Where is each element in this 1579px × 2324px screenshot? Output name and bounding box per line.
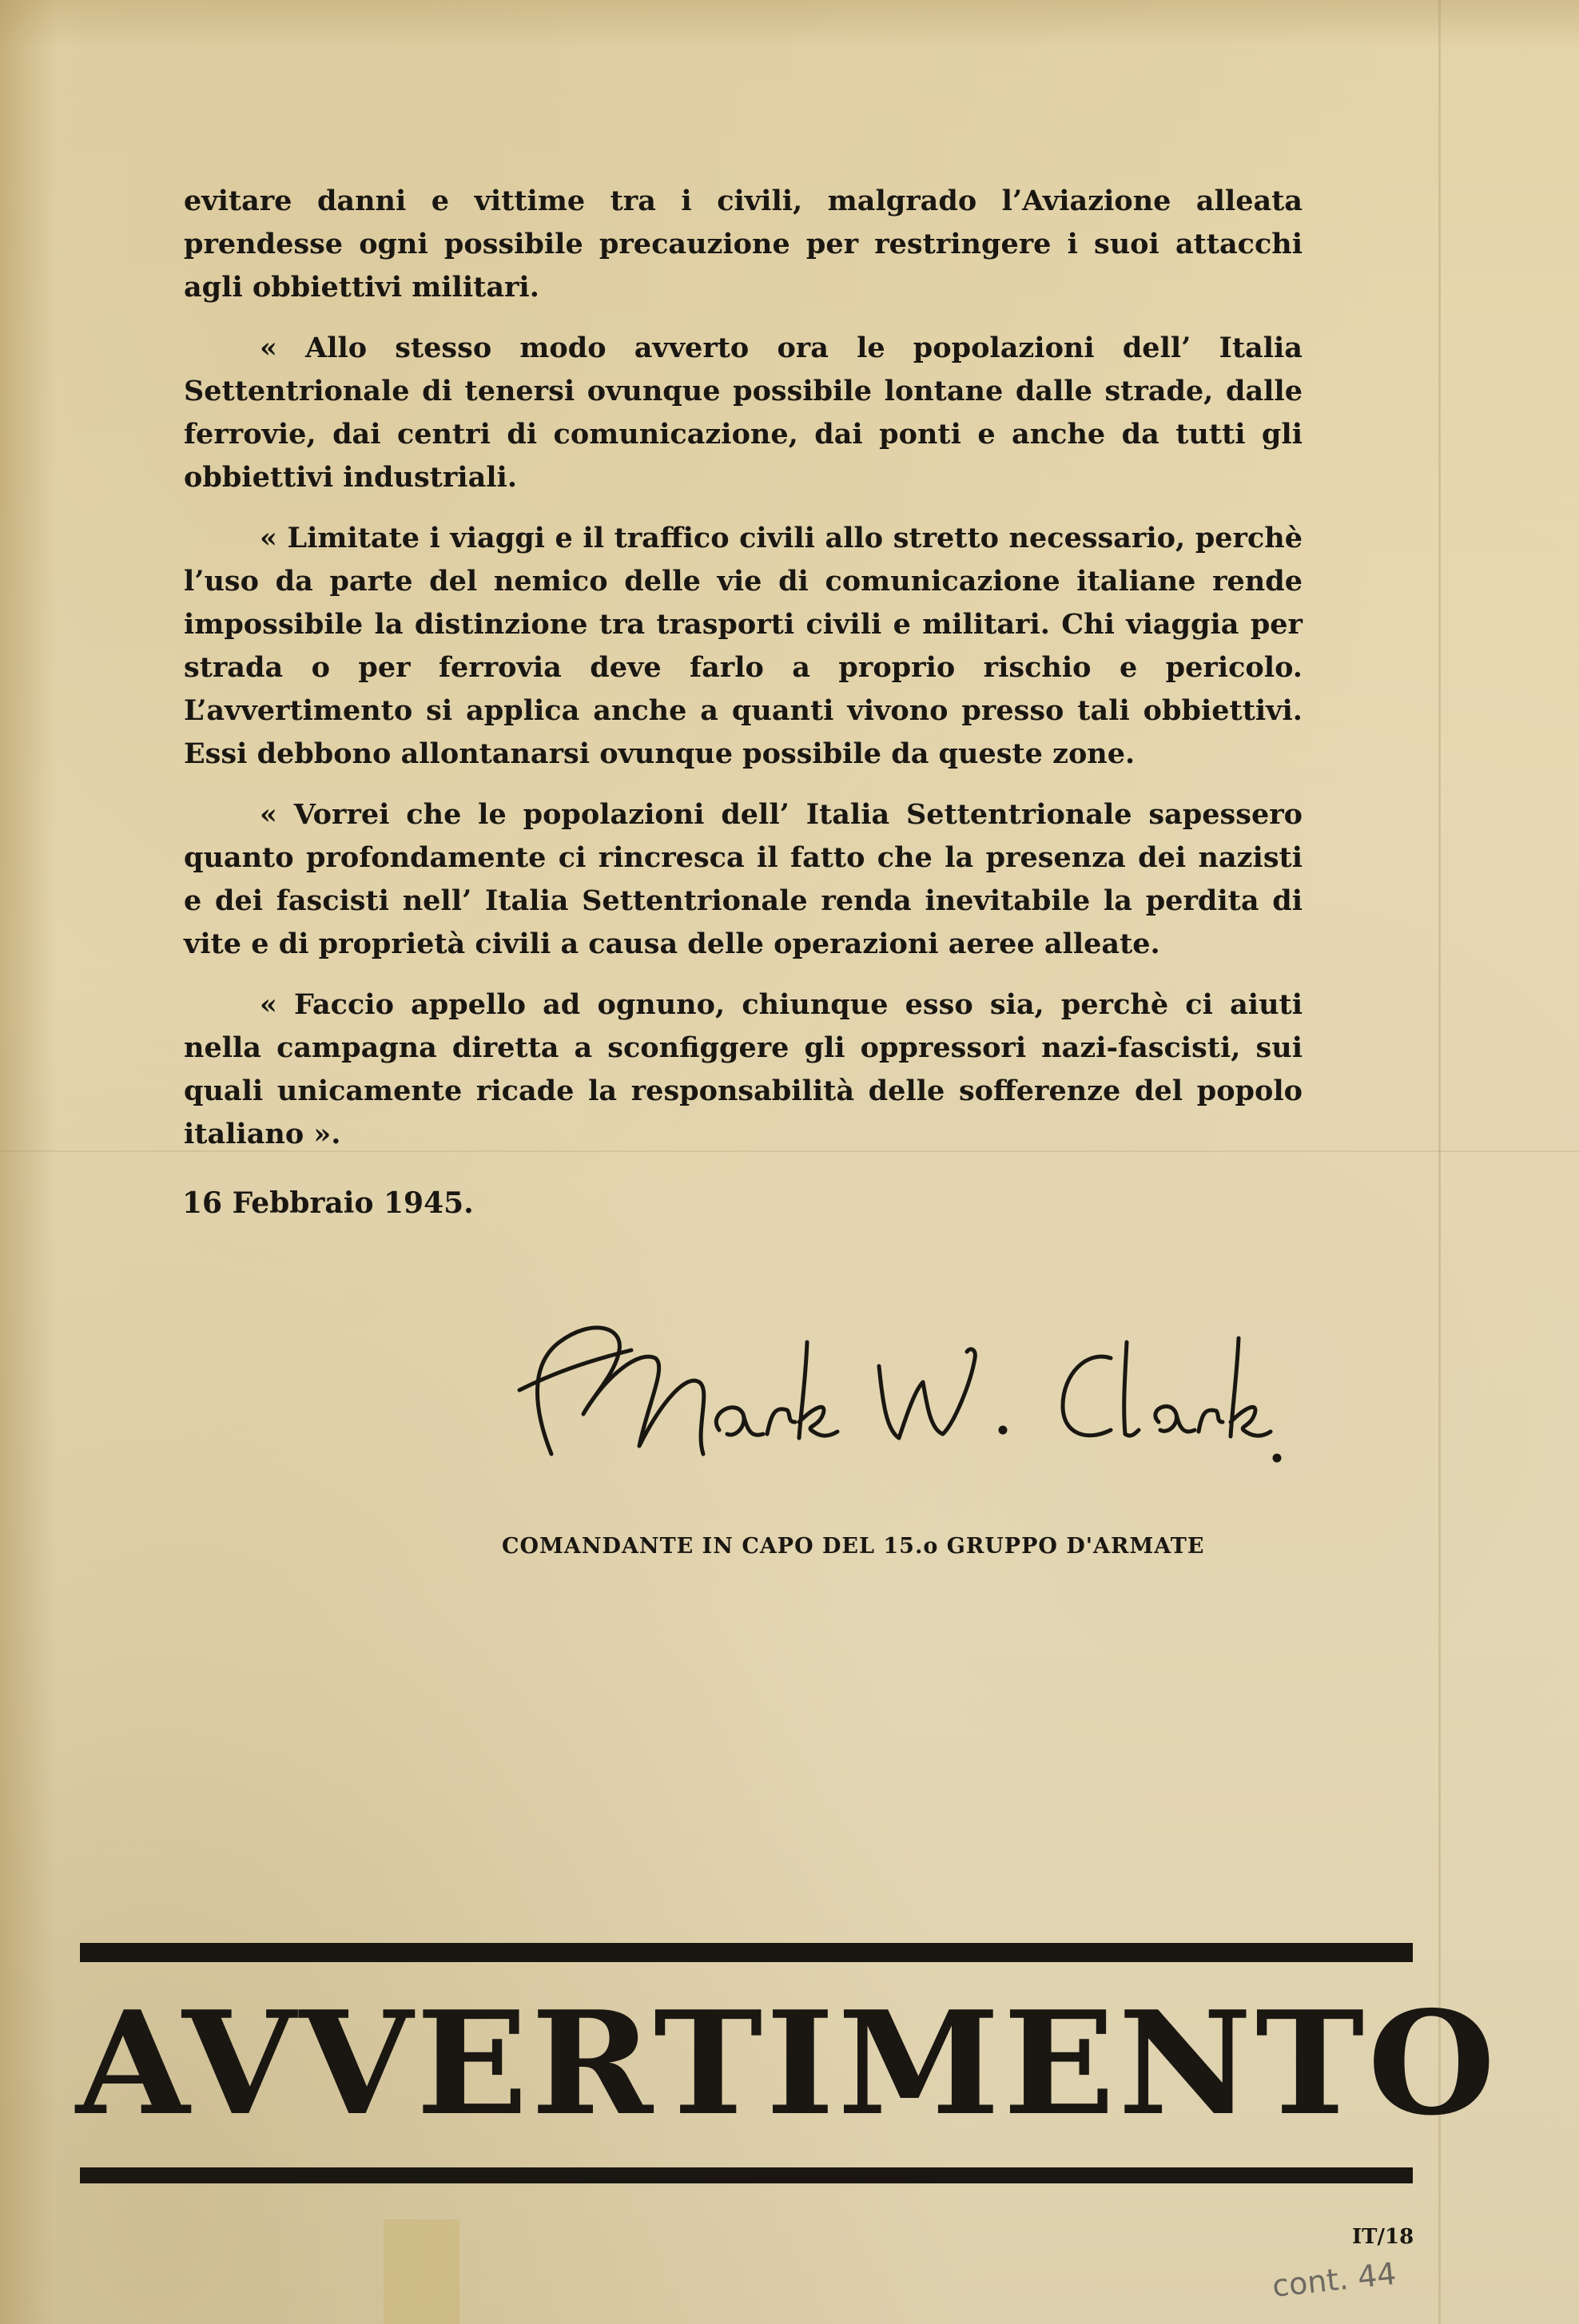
headline-rule-top (80, 1943, 1413, 1962)
paragraph-4: « Vorrei che le popolazioni dell’ Italia Settentrionale sapessero quanto profondamente ci rincresca il fatto che la presenza dei nazisti e dei fascisti nell’ Italia Settentrionale renda inevitabile la perdita di vite e di proprietà civili a causa delle operazioni aeree alleate. (184, 798, 1303, 960)
handwritten-note: cont. 44 (1271, 2255, 1398, 2304)
paper-stain-top (0, 0, 1579, 48)
headline: AVVERTIMENTO (76, 1980, 1499, 2147)
document-code: IT/18 (1352, 2225, 1414, 2249)
headline-rule-bottom (80, 2167, 1413, 2183)
paragraph-1: evitare danni e vittime tra i civili, malgrado l’Aviazione alleata prendesse ogni possibile precauzione per restringere i suoi attacchi agli obbiettivi militari. (184, 185, 1303, 304)
signature-drawing (503, 1294, 1287, 1502)
tape-mark (384, 2219, 459, 2324)
signature (503, 1294, 1287, 1502)
commander-title: COMANDANTE IN CAPO DEL 15.o GRUPPO D'ARMATE (502, 1534, 1205, 1559)
paper-stain-left (0, 0, 56, 2324)
paragraph-2: « Allo stesso modo avverto ora le popolazioni dell’ Italia Settentrionale di tenersi ovunque possibile lontane dalle strade, dalle ferrovie, dai centri di comunicazione, dai ponti e anche da tutti gli obbiettivi industriali. (184, 332, 1303, 494)
paragraph-5: « Faccio appello ad ognuno, chiunque esso sia, perchè ci aiuti nella campagna diretta a sconfiggere gli oppressori nazi-fascisti, sui quali unicamente ricade la responsabilità delle sofferenze del popolo italiano ». (184, 988, 1303, 1150)
date-line: 16 Febbraio 1945. (182, 1186, 474, 1220)
paragraph-3: « Limitate i viaggi e il traffico civili allo stretto necessario, perchè l’uso da parte del nemico delle vie di comunicazione italiane rende impossibile la distinzione tra trasporti civili e militari. Chi viaggia per strada o per ferrovia deve farlo a proprio rischio e pericolo. L’avvertimento si applica anche a quanti vivono presso tali obbiettivi. Essi debbono allontanarsi ovunque possibile da queste zone. (184, 522, 1303, 770)
body-text (184, 180, 1303, 1174)
fold-line-vertical (1438, 0, 1441, 2324)
